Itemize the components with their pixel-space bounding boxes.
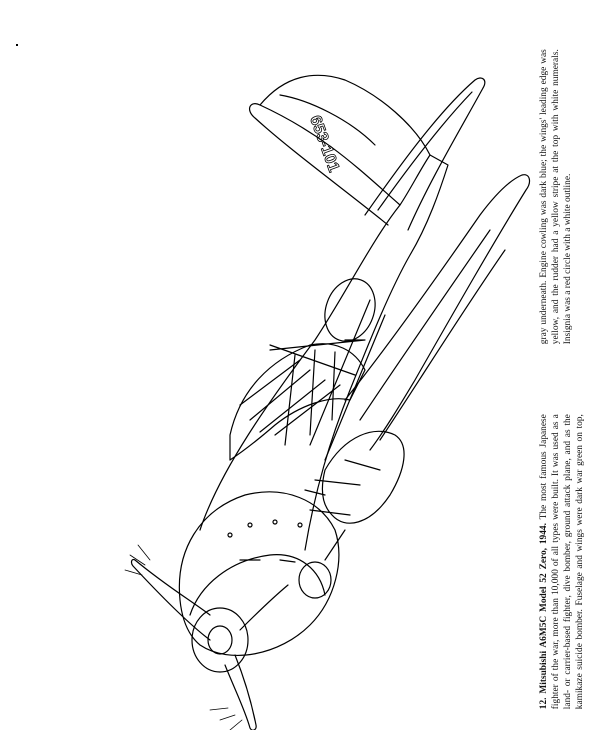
caption-text	[538, 49, 586, 709]
tail-marking: 653-101	[306, 113, 343, 175]
wheel	[299, 562, 331, 598]
main-wing	[345, 175, 529, 450]
engine-cowling	[179, 492, 338, 655]
drop-tank	[322, 431, 404, 523]
fuselage	[200, 155, 448, 550]
caption-body: The most famous Japanese fighter of the war, more than 10,000 of all types were built. It was used as a land- or carrier-based fighter, dive bomber, ground attack plane, and as the kamikaze suicide bomber. Fuselage and wings were dark war green on top, gray underneath. Engine cowling was dark blue; the wings' leading edge was yellow, and the rudder had a yellow stripe at the top with white numerals. Insignia was a red circle with a white outline.	[538, 49, 586, 710]
horizontal-stabilizer	[365, 78, 485, 230]
rudder	[260, 75, 430, 155]
propeller-blade-upper	[132, 559, 210, 640]
caption-paragraph	[538, 49, 586, 709]
zero-fighter-illustration	[110, 40, 550, 730]
propeller-blade-right	[240, 585, 288, 630]
prop-motion-lines	[125, 545, 242, 730]
stray-mark	[16, 44, 18, 46]
propeller-blade-lower	[225, 655, 256, 730]
figure-number: 12.	[538, 697, 549, 710]
propeller-spinner	[192, 608, 248, 672]
aircraft-title: Mitsubishi A6M5C Model 52 Zero, 1944.	[538, 523, 549, 694]
